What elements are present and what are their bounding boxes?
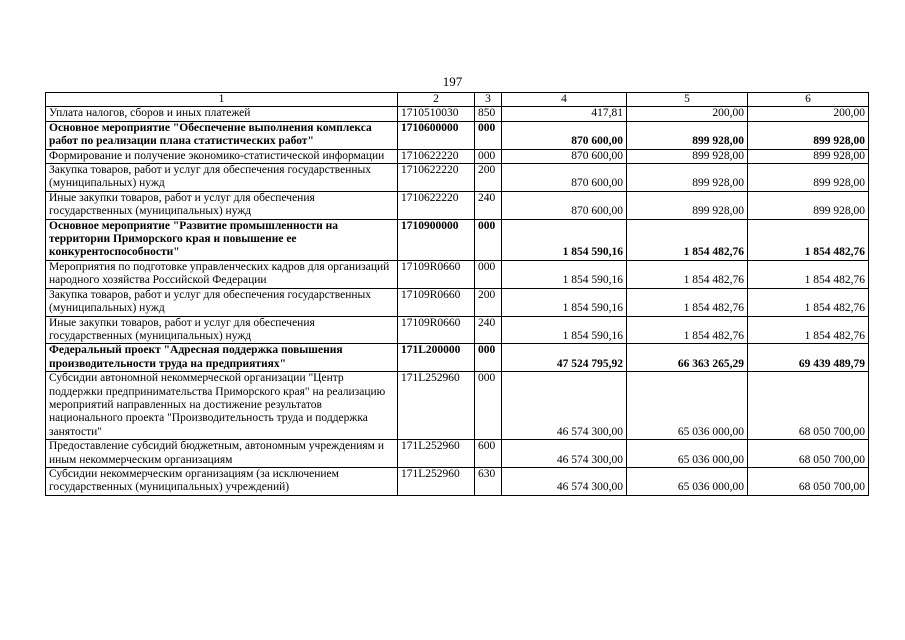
row-code-cell: 1710622220 [398,191,475,219]
table-row [46,191,869,219]
row-value-cell: 1 854 482,76 [748,288,869,316]
row-code-cell: 171L200000 [398,344,475,372]
row-value-cell: 1 854 482,76 [627,219,748,260]
row-type-cell: 200 [475,164,502,192]
table-row [46,164,869,192]
row-type-cell: 000 [475,121,502,149]
row-code-cell: 1710622220 [398,149,475,163]
header-cell: 6 [748,93,869,107]
table-row [46,107,869,121]
header-cell: 5 [627,93,748,107]
table-row [46,219,869,260]
row-value-cell: 899 928,00 [627,164,748,192]
table-row [46,440,869,468]
table-row [46,121,869,149]
header-cell: 4 [502,93,627,107]
row-value-cell: 1 854 482,76 [748,316,869,344]
row-value-cell: 899 928,00 [748,191,869,219]
row-code-cell: 17109R0660 [398,260,475,288]
row-name-cell: Основное мероприятие "Развитие промышленности на территории Приморского края и повышение ее конкурентоспособности" [46,219,398,260]
row-value-cell: 417,81 [502,107,627,121]
row-code-cell: 17109R0660 [398,288,475,316]
row-value-cell: 1 854 482,76 [627,316,748,344]
row-value-cell: 46 574 300,00 [502,440,627,468]
table-row [46,288,869,316]
row-name-cell: Закупка товаров, работ и услуг для обеспечения государственных (муниципальных) нужд [46,164,398,192]
row-value-cell: 1 854 590,16 [502,219,627,260]
row-value-cell: 65 036 000,00 [627,467,748,495]
row-value-cell: 1 854 482,76 [748,219,869,260]
row-code-cell: 17109R0660 [398,316,475,344]
row-type-cell: 600 [475,440,502,468]
table-row [46,344,869,372]
table-row [46,149,869,163]
row-value-cell: 46 574 300,00 [502,467,627,495]
row-type-cell: 240 [475,191,502,219]
header-cell: 3 [475,93,502,107]
table-header-row [46,93,869,107]
row-value-cell: 66 363 265,29 [627,344,748,372]
table-row [46,372,869,440]
table-row [46,260,869,288]
table-row [46,467,869,495]
row-type-cell: 200 [475,288,502,316]
header-cell: 2 [398,93,475,107]
row-value-cell: 65 036 000,00 [627,440,748,468]
row-type-cell: 000 [475,260,502,288]
row-value-cell: 1 854 590,16 [502,316,627,344]
row-name-cell: Иные закупки товаров, работ и услуг для обеспечения государственных (муниципальных) нужд [46,316,398,344]
row-value-cell: 899 928,00 [627,191,748,219]
row-value-cell: 870 600,00 [502,191,627,219]
row-value-cell: 870 600,00 [502,121,627,149]
row-type-cell: 000 [475,344,502,372]
row-value-cell: 69 439 489,79 [748,344,869,372]
row-value-cell: 47 524 795,92 [502,344,627,372]
row-name-cell: Субсидии некоммерческим организациям (за исключением государственных (муниципальных) учреждений) [46,467,398,495]
row-value-cell: 899 928,00 [748,121,869,149]
row-value-cell: 68 050 700,00 [748,467,869,495]
row-code-cell: 1710600000 [398,121,475,149]
page-number: 197 [442,74,463,89]
row-value-cell: 68 050 700,00 [748,372,869,440]
row-value-cell: 899 928,00 [748,149,869,163]
row-name-cell: Основное мероприятие "Обеспечение выполнения комплекса работ по реализации плана статистических работ" [46,121,398,149]
row-type-cell: 850 [475,107,502,121]
row-name-cell: Формирование и получение экономико-статистической информации [46,149,398,163]
row-name-cell: Предоставление субсидий бюджетным, автономным учреждениям и иным некоммерческим организациям [46,440,398,468]
row-name-cell: Уплата налогов, сборов и иных платежей [46,107,398,121]
row-code-cell: 171L252960 [398,467,475,495]
row-type-cell: 000 [475,372,502,440]
row-value-cell: 1 854 482,76 [627,288,748,316]
row-code-cell: 1710510030 [398,107,475,121]
header-cell: 1 [46,93,398,107]
row-value-cell: 1 854 590,16 [502,260,627,288]
row-value-cell: 870 600,00 [502,149,627,163]
row-name-cell: Субсидии автономной некоммерческой организации "Центр поддержки предпринимательства Приморского края" на реализацию мероприятий направленных на достижение результатов национального проекта "Производительность труда и поддержка занятости" [46,372,398,440]
row-value-cell: 1 854 482,76 [748,260,869,288]
row-value-cell: 68 050 700,00 [748,440,869,468]
row-name-cell: Иные закупки товаров, работ и услуг для обеспечения государственных (муниципальных) нужд [46,191,398,219]
budget-table [45,92,869,496]
row-value-cell: 899 928,00 [748,164,869,192]
row-value-cell: 1 854 482,76 [627,260,748,288]
row-name-cell: Закупка товаров, работ и услуг для обеспечения государственных (муниципальных) нужд [46,288,398,316]
row-value-cell: 899 928,00 [627,149,748,163]
row-type-cell: 240 [475,316,502,344]
row-type-cell: 000 [475,149,502,163]
row-value-cell: 899 928,00 [627,121,748,149]
row-value-cell: 200,00 [748,107,869,121]
row-code-cell: 171L252960 [398,440,475,468]
row-value-cell: 46 574 300,00 [502,372,627,440]
row-type-cell: 000 [475,219,502,260]
table-row [46,316,869,344]
row-name-cell: Мероприятия по подготовке управленческих кадров для организаций народного хозяйства Российской Федерации [46,260,398,288]
row-value-cell: 200,00 [627,107,748,121]
row-code-cell: 1710622220 [398,164,475,192]
row-name-cell: Федеральный проект "Адресная поддержка повышения производительности труда на предприятиях" [46,344,398,372]
row-value-cell: 870 600,00 [502,164,627,192]
row-value-cell: 1 854 590,16 [502,288,627,316]
row-code-cell: 1710900000 [398,219,475,260]
row-code-cell: 171L252960 [398,372,475,440]
row-type-cell: 630 [475,467,502,495]
row-value-cell: 65 036 000,00 [627,372,748,440]
